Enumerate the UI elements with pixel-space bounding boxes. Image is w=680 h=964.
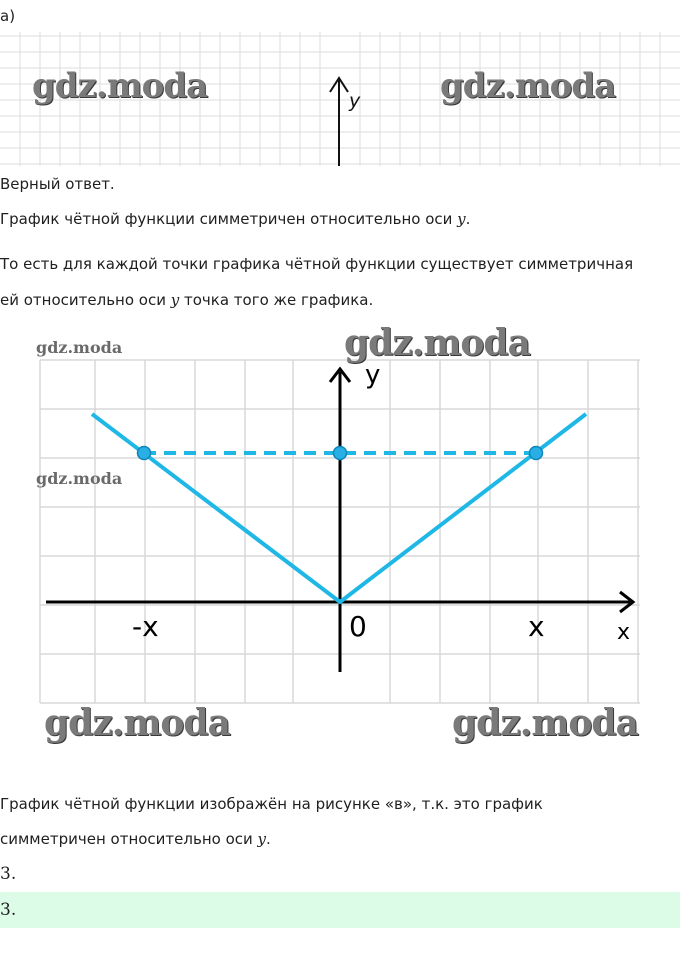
answer-highlight: 3. <box>0 900 17 920</box>
top-y-label: y <box>349 90 361 112</box>
watermark: gdz.moda <box>440 66 616 106</box>
tick-x: x <box>528 610 545 643</box>
correct-label: Верный ответ. <box>0 175 115 193</box>
math-var: y <box>457 210 466 228</box>
paragraph-end: точка того же графика. <box>179 291 374 309</box>
even-function-graph <box>0 320 680 760</box>
paragraph-text: симметричен относительно оси <box>0 830 258 848</box>
paragraph-end: . <box>266 830 271 848</box>
watermark: gdz.moda <box>32 66 208 106</box>
point-neg-x <box>138 447 151 460</box>
paragraph-text: График чётной функции симметричен относительно оси <box>0 210 458 228</box>
paragraph-line: График чётной функции изображён на рисунке «в», т.к. это график <box>0 795 543 813</box>
item-label: а) <box>0 7 16 25</box>
watermark: gdz.moda <box>36 469 123 488</box>
paragraph-text: ей относительно оси <box>0 291 171 309</box>
point-y-axis <box>334 447 347 460</box>
tick-neg-x: -x <box>132 610 159 643</box>
paragraph-end: . <box>465 210 471 228</box>
watermark: gdz.moda <box>36 338 123 357</box>
paragraph-symmetry <box>0 209 470 229</box>
x-axis-label: x <box>617 620 631 645</box>
y-axis-label: y <box>365 360 381 390</box>
paragraph-line <box>0 290 373 310</box>
answer-plain: 3. <box>0 864 17 884</box>
paragraph-line <box>0 829 271 849</box>
watermark: gdz.moda <box>44 702 230 744</box>
math-var: y <box>257 830 266 848</box>
paragraph-line: То есть для каждой точки графика чётной функции существует симметричная <box>0 255 634 273</box>
watermark: gdz.moda <box>452 702 638 744</box>
tick-zero: 0 <box>349 610 367 643</box>
answer-highlight-box <box>0 892 680 928</box>
watermark: gdz.moda <box>344 322 530 364</box>
point-x <box>530 447 543 460</box>
math-var: y <box>170 291 180 309</box>
